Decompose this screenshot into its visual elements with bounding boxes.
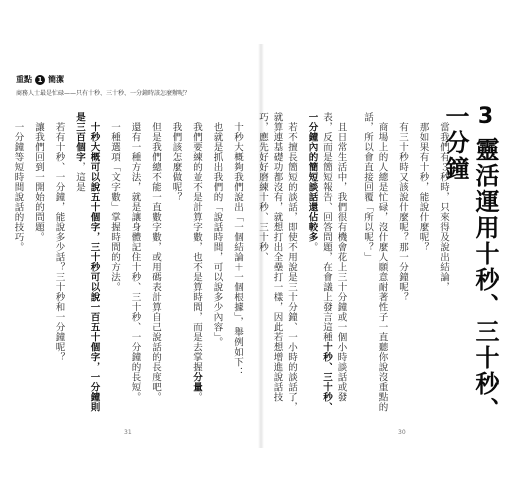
chapter-number: 3 [473, 104, 498, 131]
chapter-title-text: 靈活運用十秒、三十秒、一分鐘 [441, 104, 499, 423]
emphasis-text: 十秒大概可以說五十個字，三十秒可以說一百五十個字，一分鐘則是三百個字 [74, 112, 100, 412]
emphasis-text: 分量 [191, 371, 202, 392]
running-head-label: 簡潔 [48, 75, 64, 84]
emphasis-text: 十秒、三十秒、一分鐘內的簡短談話還佔較多 [306, 112, 332, 412]
paragraph: 一種選項「文字數」掌握時間的方法。 [109, 121, 120, 292]
paragraph: 十秒大概夠我們說出「一個結論＋一個根據」，舉例如下： [232, 121, 243, 377]
paragraph: 我們該怎麼做呢？ [170, 121, 182, 202]
left-page [12, 50, 248, 442]
page-number: 31 [124, 429, 132, 436]
paragraph: 且日常生活中，我們很有機會花上三十分鐘或一個小時談話或發表，反而是簡短報告、回答問題，在會議上發言這種十秒、三十秒、一分鐘內的簡短談話還佔較多。 [306, 112, 347, 412]
right-page [257, 50, 508, 442]
paragraph: 商場上的人總是忙碌，沒什麼人願意耐著性子一直聽你說沒重點的話，所以會直接回覆「所以呢？」 [362, 112, 388, 412]
paragraph: 有三十秒時又該說什麼呢？那一分鐘呢？ [397, 121, 408, 302]
running-head-prefix: 重點 [16, 75, 32, 84]
paragraph: 但是我們總不能一直數字數，或用碼表計算自己說話的長度吧。 [150, 121, 161, 402]
right-body-text [249, 112, 451, 412]
page-number: 30 [398, 429, 406, 436]
paragraph: 還有一種方法，就是讓身體記住十秒、三十秒、一分鐘的長短。 [129, 121, 141, 402]
paragraph: 若不擅長簡短的談話，即使不用說是三十分鐘、一小時的談話了，就算連基礎功都沒有，就想打出全壘打一樣，因此若想增進說話技巧，應先好好磨練十秒、三十秒、 [257, 112, 297, 412]
paragraph: 十秒大概可以說五十個字，三十秒可以說一百五十個字，一分鐘則是三百個字，這是 [74, 112, 100, 412]
paragraph: 當我們有３秒時，只來得及說出結論， [438, 121, 449, 292]
paragraph: 我們要練的並不是計算字數，也不是算時間，而是去掌握分量。 [191, 121, 202, 402]
running-head-number: 1 [35, 75, 45, 85]
running-head [16, 74, 64, 85]
paragraph: 若有十秒、一分鐘，能說多少話？三十秒和一分鐘呢？ [53, 121, 65, 362]
paragraph: 也就是抓出我們的「說話時間，可以說多少內容」。 [211, 121, 223, 347]
paragraph: 讓我們回到一開始的問題。 [33, 121, 44, 242]
page-subtitle: 商務人士最是忙碌——只有十秒、三十秒、一分鐘時該怎麼辦呢？ [16, 90, 191, 97]
left-body-text [0, 112, 244, 412]
paragraph: 那如果有十秒，能說什麼呢？ [417, 121, 429, 252]
paragraph: 一分鐘等短時間說話的技巧。 [12, 121, 24, 252]
